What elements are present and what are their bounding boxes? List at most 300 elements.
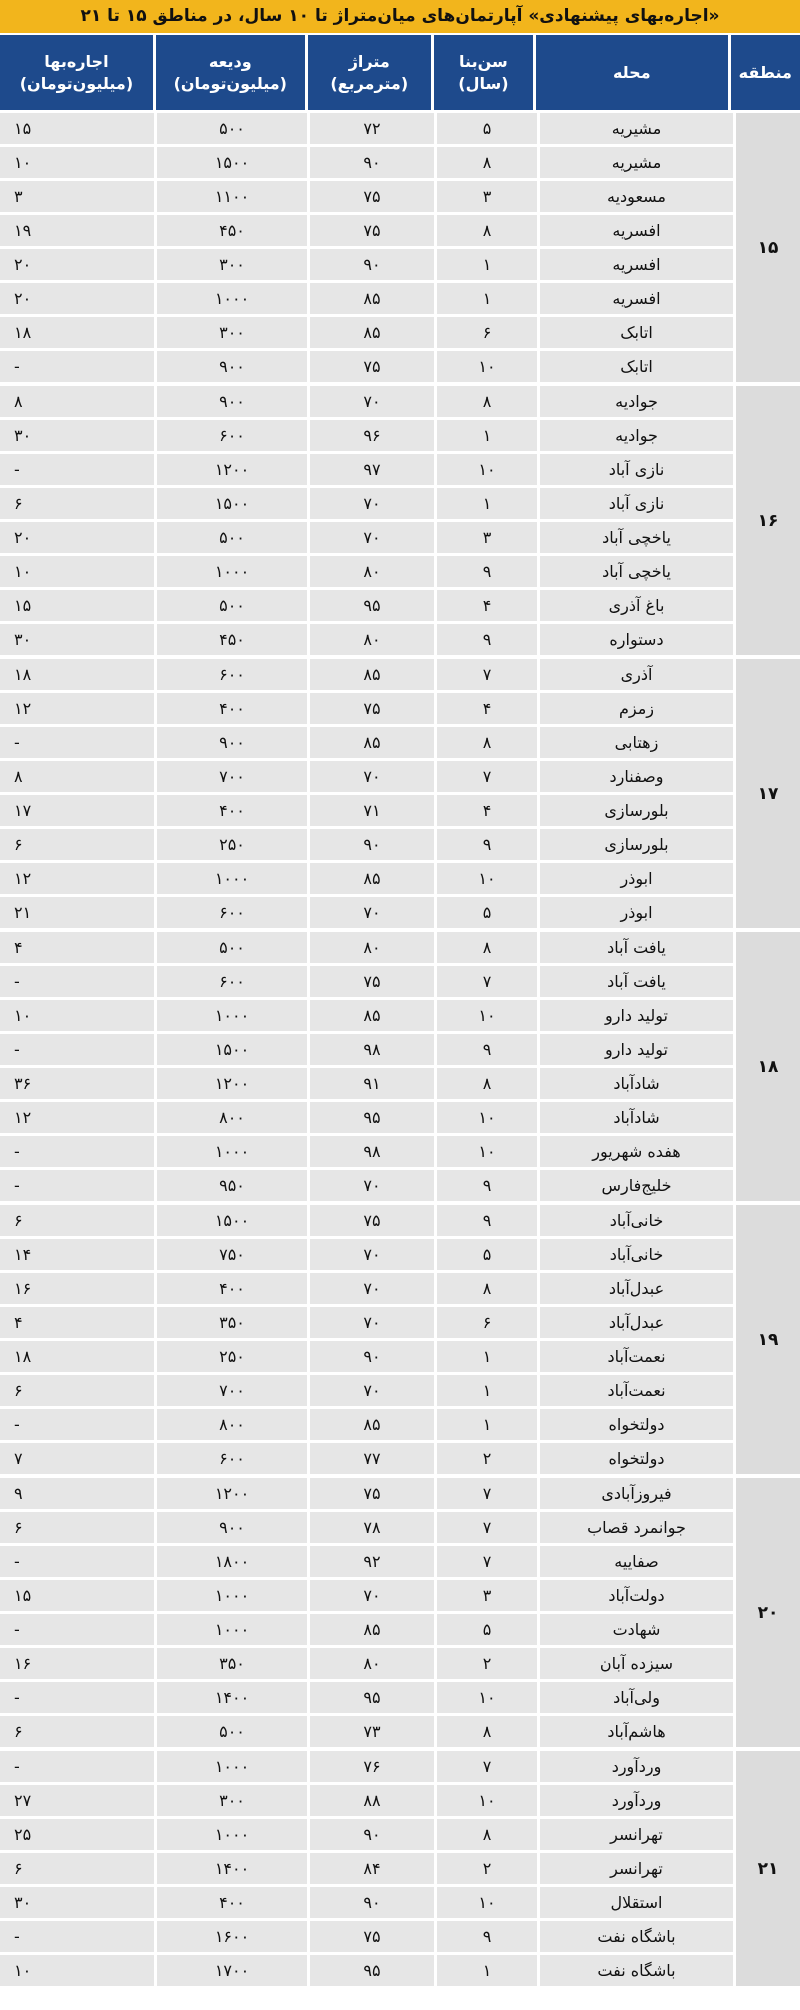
- neighborhood-cell: دستواره: [540, 624, 733, 655]
- header-rent: اجاره‌بها (میلیون‌تومان): [0, 35, 153, 110]
- table-row: [0, 113, 733, 144]
- region-cell: ۲۰: [736, 1478, 800, 1747]
- age-cell: ۸: [437, 1273, 537, 1304]
- rent-cell: -: [0, 1614, 154, 1645]
- deposit-cell: ۱۷۰۰: [157, 1955, 307, 1986]
- neighborhood-cell: یاخچی آباد: [540, 522, 733, 553]
- region-cell: ۱۵: [736, 113, 800, 382]
- age-cell: ۲: [437, 1443, 537, 1474]
- age-cell: ۱: [437, 420, 537, 451]
- deposit-cell: ۱۰۰۰: [157, 1819, 307, 1850]
- deposit-cell: ۱۲۰۰: [157, 454, 307, 485]
- region-cell: ۱۹: [736, 1205, 800, 1474]
- table-row: [0, 1921, 733, 1952]
- neighborhood-cell: جوادیه: [540, 420, 733, 451]
- rent-cell: ۴: [0, 1307, 154, 1338]
- table-row: [0, 1239, 733, 1270]
- deposit-cell: ۶۰۰: [157, 897, 307, 928]
- age-cell: ۱: [437, 1375, 537, 1406]
- table-row: [0, 1307, 733, 1338]
- neighborhood-cell: زمزم: [540, 693, 733, 724]
- table-row: [0, 1273, 733, 1304]
- deposit-cell: ۱۰۰۰: [157, 1000, 307, 1031]
- deposit-cell: ۶۰۰: [157, 966, 307, 997]
- rent-cell: -: [0, 966, 154, 997]
- deposit-cell: ۹۰۰: [157, 727, 307, 758]
- age-cell: ۴: [437, 590, 537, 621]
- rent-cell: ۱۵: [0, 113, 154, 144]
- table-row: [0, 215, 733, 246]
- rent-cell: ۶: [0, 1716, 154, 1747]
- age-cell: ۸: [437, 1068, 537, 1099]
- table-body: [0, 113, 800, 1986]
- area-cell: ۷۰: [310, 1375, 434, 1406]
- neighborhood-cell: هاشم‌آباد: [540, 1716, 733, 1747]
- deposit-cell: ۱۵۰۰: [157, 147, 307, 178]
- age-cell: ۲: [437, 1648, 537, 1679]
- area-cell: ۷۵: [310, 351, 434, 382]
- age-cell: ۷: [437, 1512, 537, 1543]
- neighborhood-cell: خلیج‌فارس: [540, 1170, 733, 1201]
- deposit-cell: ۹۰۰: [157, 351, 307, 382]
- rent-cell: ۶: [0, 1853, 154, 1884]
- neighborhood-cell: آذری: [540, 659, 733, 690]
- age-cell: ۱: [437, 283, 537, 314]
- age-cell: ۹: [437, 556, 537, 587]
- neighborhood-cell: خانی‌آباد: [540, 1205, 733, 1236]
- table-row: [0, 1955, 733, 1986]
- neighborhood-cell: نازی آباد: [540, 454, 733, 485]
- deposit-cell: ۲۵۰: [157, 829, 307, 860]
- rent-cell: ۱۶: [0, 1273, 154, 1304]
- region-group: [0, 1751, 800, 1986]
- table-row: [0, 966, 733, 997]
- area-cell: ۹۵: [310, 1682, 434, 1713]
- age-cell: ۹: [437, 1034, 537, 1065]
- area-cell: ۷۰: [310, 761, 434, 792]
- region-group: [0, 932, 800, 1201]
- table-row: [0, 1751, 733, 1782]
- area-cell: ۹۸: [310, 1136, 434, 1167]
- table-row: [0, 1341, 733, 1372]
- area-cell: ۷۰: [310, 1170, 434, 1201]
- rent-cell: ۱۷: [0, 795, 154, 826]
- neighborhood-cell: نعمت‌آباد: [540, 1375, 733, 1406]
- table-row: [0, 1716, 733, 1747]
- table-row: [0, 1853, 733, 1884]
- rent-cell: ۱۰: [0, 147, 154, 178]
- area-cell: ۷۵: [310, 1478, 434, 1509]
- header-region: منطقه: [731, 35, 800, 110]
- region-group: [0, 113, 800, 382]
- table-row: [0, 659, 733, 690]
- area-cell: ۷۶: [310, 1751, 434, 1782]
- area-cell: ۸۵: [310, 659, 434, 690]
- table-row: [0, 1409, 733, 1440]
- age-cell: ۱: [437, 1955, 537, 1986]
- deposit-cell: ۷۰۰: [157, 761, 307, 792]
- rent-cell: ۶: [0, 829, 154, 860]
- area-cell: ۷۰: [310, 522, 434, 553]
- deposit-cell: ۵۰۰: [157, 590, 307, 621]
- neighborhood-cell: خانی‌آباد: [540, 1239, 733, 1270]
- table-row: [0, 420, 733, 451]
- neighborhood-cell: دولتخواه: [540, 1409, 733, 1440]
- neighborhood-cell: مشیریه: [540, 113, 733, 144]
- deposit-cell: ۱۰۰۰: [157, 1136, 307, 1167]
- deposit-cell: ۱۴۰۰: [157, 1682, 307, 1713]
- deposit-cell: ۷۰۰: [157, 1375, 307, 1406]
- neighborhood-cell: باشگاه نفت: [540, 1921, 733, 1952]
- rent-cell: -: [0, 351, 154, 382]
- age-cell: ۷: [437, 1478, 537, 1509]
- table-row: [0, 727, 733, 758]
- neighborhood-cell: یافت آباد: [540, 966, 733, 997]
- neighborhood-cell: یاخچی آباد: [540, 556, 733, 587]
- deposit-cell: ۴۰۰: [157, 693, 307, 724]
- neighborhood-cell: تولید دارو: [540, 1000, 733, 1031]
- age-cell: ۹: [437, 829, 537, 860]
- rent-cell: -: [0, 1409, 154, 1440]
- deposit-cell: ۳۰۰: [157, 1785, 307, 1816]
- table-row: [0, 1102, 733, 1133]
- table-row: [0, 795, 733, 826]
- area-cell: ۷۲: [310, 113, 434, 144]
- rent-cell: ۱۸: [0, 659, 154, 690]
- deposit-cell: ۴۵۰: [157, 215, 307, 246]
- region-rows: [0, 386, 733, 655]
- region-cell: ۱۷: [736, 659, 800, 928]
- age-cell: ۱: [437, 1341, 537, 1372]
- neighborhood-cell: صفاییه: [540, 1546, 733, 1577]
- age-cell: ۱۰: [437, 1000, 537, 1031]
- deposit-cell: ۴۰۰: [157, 795, 307, 826]
- area-cell: ۷۵: [310, 966, 434, 997]
- rent-cell: ۱۵: [0, 590, 154, 621]
- deposit-cell: ۳۵۰: [157, 1307, 307, 1338]
- age-cell: ۱: [437, 249, 537, 280]
- area-cell: ۹۵: [310, 1102, 434, 1133]
- rent-cell: ۳۰: [0, 1887, 154, 1918]
- area-cell: ۸۵: [310, 1000, 434, 1031]
- region-rows: [0, 932, 733, 1201]
- age-cell: ۳: [437, 1580, 537, 1611]
- area-cell: ۷۵: [310, 215, 434, 246]
- deposit-cell: ۱۰۰۰: [157, 1751, 307, 1782]
- rent-cell: ۱۰: [0, 1955, 154, 1986]
- neighborhood-cell: بلورسازی: [540, 795, 733, 826]
- region-cell: ۱۸: [736, 932, 800, 1201]
- neighborhood-cell: وردآورد: [540, 1751, 733, 1782]
- neighborhood-cell: شهادت: [540, 1614, 733, 1645]
- area-cell: ۷۵: [310, 181, 434, 212]
- area-cell: ۸۵: [310, 317, 434, 348]
- table-row: [0, 181, 733, 212]
- table-row: [0, 1682, 733, 1713]
- table-row: [0, 1205, 733, 1236]
- rent-cell: ۱۰: [0, 1000, 154, 1031]
- deposit-cell: ۶۰۰: [157, 659, 307, 690]
- region-rows: [0, 659, 733, 928]
- rent-cell: -: [0, 454, 154, 485]
- deposit-cell: ۹۵۰: [157, 1170, 307, 1201]
- area-cell: ۸۵: [310, 1409, 434, 1440]
- area-cell: ۹۵: [310, 1955, 434, 1986]
- age-cell: ۷: [437, 761, 537, 792]
- deposit-cell: ۱۵۰۰: [157, 1034, 307, 1065]
- table-row: [0, 556, 733, 587]
- neighborhood-cell: زهتابی: [540, 727, 733, 758]
- rent-cell: ۱۲: [0, 693, 154, 724]
- rent-cell: ۱۶: [0, 1648, 154, 1679]
- table-row: [0, 863, 733, 894]
- area-cell: ۹۵: [310, 590, 434, 621]
- rent-cell: -: [0, 727, 154, 758]
- table-row: [0, 351, 733, 382]
- area-cell: ۹۰: [310, 1819, 434, 1850]
- rent-cell: -: [0, 1682, 154, 1713]
- deposit-cell: ۱۶۰۰: [157, 1921, 307, 1952]
- deposit-cell: ۹۰۰: [157, 1512, 307, 1543]
- rent-cell: ۲۱: [0, 897, 154, 928]
- age-cell: ۴: [437, 693, 537, 724]
- rent-cell: ۱۰: [0, 556, 154, 587]
- area-cell: ۹۰: [310, 1341, 434, 1372]
- deposit-cell: ۳۰۰: [157, 317, 307, 348]
- area-cell: ۷۷: [310, 1443, 434, 1474]
- age-cell: ۴: [437, 795, 537, 826]
- area-cell: ۹۰: [310, 147, 434, 178]
- deposit-cell: ۱۴۰۰: [157, 1853, 307, 1884]
- region-group: [0, 1205, 800, 1474]
- area-cell: ۸۸: [310, 1785, 434, 1816]
- area-cell: ۸۵: [310, 727, 434, 758]
- deposit-cell: ۱۰۰۰: [157, 283, 307, 314]
- table-row: [0, 1887, 733, 1918]
- age-cell: ۶: [437, 317, 537, 348]
- area-cell: ۷۰: [310, 386, 434, 417]
- deposit-cell: ۹۰۰: [157, 386, 307, 417]
- area-cell: ۹۸: [310, 1034, 434, 1065]
- deposit-cell: ۱۰۰۰: [157, 1614, 307, 1645]
- neighborhood-cell: اتابک: [540, 317, 733, 348]
- deposit-cell: ۸۰۰: [157, 1102, 307, 1133]
- age-cell: ۱۰: [437, 1887, 537, 1918]
- area-cell: ۷۵: [310, 1205, 434, 1236]
- neighborhood-cell: نازی آباد: [540, 488, 733, 519]
- neighborhood-cell: باشگاه نفت: [540, 1955, 733, 1986]
- table-row: [0, 283, 733, 314]
- age-cell: ۸: [437, 932, 537, 963]
- rent-cell: ۶: [0, 488, 154, 519]
- table-row: [0, 590, 733, 621]
- table-row: [0, 1000, 733, 1031]
- table-row: [0, 454, 733, 485]
- table-row: [0, 1512, 733, 1543]
- age-cell: ۵: [437, 1614, 537, 1645]
- neighborhood-cell: هفده شهریور: [540, 1136, 733, 1167]
- age-cell: ۲: [437, 1853, 537, 1884]
- deposit-cell: ۷۵۰: [157, 1239, 307, 1270]
- rent-cell: -: [0, 1136, 154, 1167]
- neighborhood-cell: ابوذر: [540, 863, 733, 894]
- table-row: [0, 249, 733, 280]
- neighborhood-cell: استقلال: [540, 1887, 733, 1918]
- rent-cell: ۱۸: [0, 317, 154, 348]
- neighborhood-cell: مشیریه: [540, 147, 733, 178]
- age-cell: ۵: [437, 113, 537, 144]
- table-row: [0, 897, 733, 928]
- area-cell: ۷۰: [310, 1580, 434, 1611]
- area-cell: ۸۴: [310, 1853, 434, 1884]
- neighborhood-cell: ابوذر: [540, 897, 733, 928]
- age-cell: ۹: [437, 1205, 537, 1236]
- region-rows: [0, 1751, 733, 1986]
- table-row: [0, 1580, 733, 1611]
- rent-cell: ۲۰: [0, 283, 154, 314]
- area-cell: ۸۵: [310, 863, 434, 894]
- header-area: متراژ (مترمربع): [308, 35, 431, 110]
- age-cell: ۷: [437, 1546, 537, 1577]
- age-cell: ۸: [437, 386, 537, 417]
- rent-cell: -: [0, 1170, 154, 1201]
- deposit-cell: ۵۰۰: [157, 1716, 307, 1747]
- neighborhood-cell: تهرانسر: [540, 1819, 733, 1850]
- neighborhood-cell: فیروزآبادی: [540, 1478, 733, 1509]
- age-cell: ۱۰: [437, 1785, 537, 1816]
- area-cell: ۷۳: [310, 1716, 434, 1747]
- deposit-cell: ۶۰۰: [157, 1443, 307, 1474]
- region-rows: [0, 1205, 733, 1474]
- area-cell: ۸۵: [310, 283, 434, 314]
- table-row: [0, 1819, 733, 1850]
- age-cell: ۹: [437, 624, 537, 655]
- rent-cell: ۶: [0, 1205, 154, 1236]
- table-row: [0, 317, 733, 348]
- deposit-cell: ۱۲۰۰: [157, 1478, 307, 1509]
- deposit-cell: ۱۵۰۰: [157, 1205, 307, 1236]
- neighborhood-cell: افسریه: [540, 215, 733, 246]
- table-row: [0, 829, 733, 860]
- age-cell: ۹: [437, 1170, 537, 1201]
- area-cell: ۹۶: [310, 420, 434, 451]
- rent-cell: ۱۸: [0, 1341, 154, 1372]
- age-cell: ۸: [437, 215, 537, 246]
- area-cell: ۸۰: [310, 932, 434, 963]
- neighborhood-cell: دولتخواه: [540, 1443, 733, 1474]
- area-cell: ۹۷: [310, 454, 434, 485]
- neighborhood-cell: بلورسازی: [540, 829, 733, 860]
- region-cell: ۱۶: [736, 386, 800, 655]
- neighborhood-cell: عبدل‌آباد: [540, 1307, 733, 1338]
- rent-cell: ۸: [0, 761, 154, 792]
- table-row: [0, 1546, 733, 1577]
- deposit-cell: ۱۰۰۰: [157, 556, 307, 587]
- neighborhood-cell: ولی‌آباد: [540, 1682, 733, 1713]
- age-cell: ۳: [437, 181, 537, 212]
- area-cell: ۷۰: [310, 897, 434, 928]
- age-cell: ۷: [437, 966, 537, 997]
- region-group: [0, 659, 800, 928]
- table-row: [0, 488, 733, 519]
- header-neighborhood: محله: [536, 35, 728, 110]
- neighborhood-cell: شادآباد: [540, 1102, 733, 1133]
- region-group: [0, 386, 800, 655]
- rent-cell: ۹: [0, 1478, 154, 1509]
- area-cell: ۷۵: [310, 693, 434, 724]
- area-cell: ۸۰: [310, 1648, 434, 1679]
- neighborhood-cell: یافت آباد: [540, 932, 733, 963]
- table-row: [0, 932, 733, 963]
- neighborhood-cell: جوادیه: [540, 386, 733, 417]
- neighborhood-cell: جوانمرد قصاب: [540, 1512, 733, 1543]
- rent-cell: ۷: [0, 1443, 154, 1474]
- age-cell: ۱: [437, 1409, 537, 1440]
- deposit-cell: ۱۲۰۰: [157, 1068, 307, 1099]
- rent-cell: ۸: [0, 386, 154, 417]
- area-cell: ۷۸: [310, 1512, 434, 1543]
- rent-cell: -: [0, 1921, 154, 1952]
- deposit-cell: ۴۵۰: [157, 624, 307, 655]
- rent-cell: ۲۰: [0, 522, 154, 553]
- rent-cell: ۱۲: [0, 1102, 154, 1133]
- header-age: سن‌بنا (سال): [434, 35, 533, 110]
- age-cell: ۸: [437, 727, 537, 758]
- deposit-cell: ۵۰۰: [157, 113, 307, 144]
- deposit-cell: ۳۵۰: [157, 1648, 307, 1679]
- table-row: [0, 1034, 733, 1065]
- rent-cell: ۶: [0, 1375, 154, 1406]
- area-cell: ۹۱: [310, 1068, 434, 1099]
- deposit-cell: ۱۱۰۰: [157, 181, 307, 212]
- age-cell: ۱۰: [437, 351, 537, 382]
- age-cell: ۵: [437, 897, 537, 928]
- area-cell: ۹۰: [310, 1887, 434, 1918]
- neighborhood-cell: افسریه: [540, 283, 733, 314]
- table-row: [0, 522, 733, 553]
- rent-cell: ۱۹: [0, 215, 154, 246]
- neighborhood-cell: نعمت‌آباد: [540, 1341, 733, 1372]
- neighborhood-cell: تهرانسر: [540, 1853, 733, 1884]
- area-cell: ۷۱: [310, 795, 434, 826]
- region-cell: ۲۱: [736, 1751, 800, 1986]
- neighborhood-cell: افسریه: [540, 249, 733, 280]
- neighborhood-cell: وصفنارد: [540, 761, 733, 792]
- rent-cell: -: [0, 1546, 154, 1577]
- neighborhood-cell: مسعودیه: [540, 181, 733, 212]
- area-cell: ۷۰: [310, 1239, 434, 1270]
- deposit-cell: ۱۰۰۰: [157, 1580, 307, 1611]
- rent-cell: ۳۰: [0, 624, 154, 655]
- table-row: [0, 761, 733, 792]
- deposit-cell: ۱۵۰۰: [157, 488, 307, 519]
- neighborhood-cell: دولت‌آباد: [540, 1580, 733, 1611]
- deposit-cell: ۵۰۰: [157, 932, 307, 963]
- table-row: [0, 624, 733, 655]
- region-group: [0, 1478, 800, 1747]
- age-cell: ۱۰: [437, 454, 537, 485]
- deposit-cell: ۸۰۰: [157, 1409, 307, 1440]
- area-cell: ۸۵: [310, 1614, 434, 1645]
- deposit-cell: ۴۰۰: [157, 1887, 307, 1918]
- table-row: [0, 1375, 733, 1406]
- age-cell: ۳: [437, 522, 537, 553]
- age-cell: ۷: [437, 1751, 537, 1782]
- rent-cell: ۱۵: [0, 1580, 154, 1611]
- neighborhood-cell: عبدل‌آباد: [540, 1273, 733, 1304]
- area-cell: ۸۰: [310, 624, 434, 655]
- deposit-cell: ۵۰۰: [157, 522, 307, 553]
